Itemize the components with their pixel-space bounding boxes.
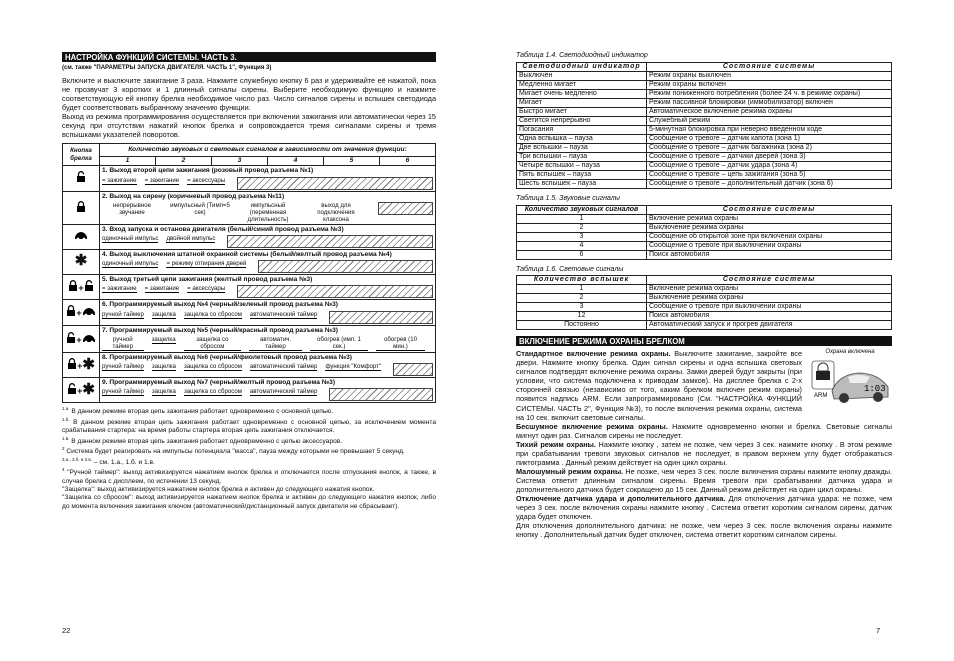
page-number-right: 7 — [876, 626, 881, 635]
function-option: обогрев (имп. 1 сек.) — [310, 336, 368, 351]
footnote: $^{3.а., 3.б. и 3.в.}$ – см. 1.а., 1.б. и 1.в. — [62, 456, 155, 466]
function-option: выход для подключения клаксона — [317, 201, 355, 223]
function-option: = аксессуары — [187, 285, 226, 293]
function-row — [63, 191, 436, 224]
function-option: импульсный (переменная длительность) — [247, 201, 289, 223]
table-cell: 1 — [517, 285, 647, 294]
function-option: = режиму отпирания дверей — [166, 260, 247, 268]
table-row — [517, 250, 892, 259]
table-cell: Сообщение о тревоге – цепь зажигания (зона 5) — [647, 170, 892, 179]
table-row — [517, 303, 892, 312]
function-option: = зажигание — [102, 176, 137, 184]
unused-hatch — [237, 285, 433, 298]
t14-head-state: Состояние системы — [647, 62, 892, 71]
function-table — [62, 143, 436, 404]
function-option: автоматический таймер — [249, 310, 318, 318]
unused-hatch — [378, 202, 433, 215]
table-cell: Мигает — [517, 98, 647, 107]
function-option: = зажигание — [144, 285, 180, 293]
function-title: 4. Выход выключения штатной охранной системы (белый/желтый провод разъема №4) — [102, 251, 392, 258]
table-cell: Выключение режима охраны — [647, 223, 892, 232]
function-option: автоматический таймер — [249, 388, 318, 396]
function-title: 9. Программируемый выход №7 (черный/желтый провод разъема №3) — [102, 379, 336, 387]
table-row — [517, 170, 892, 179]
t15-head-state: Состояние системы — [647, 205, 892, 214]
standard-arm-paragraph: Стандартное включение режима охраны. Выключите зажигание, закройте все двери. Нажмите кнопку брелка. Один сигнал сирены и одна вспышка световых сигналов подтвердят включение режима охраны. Замки дверей будут закрыты (при условии, что система подключена к приводам замков). На дисплее брелка с 2-х сторонней связью (независимо от того, каким брелком включен режим охраны) появится надпись ARM. Если запрограммировано (См. "НАСТРОЙКА ФУНКЦИЙ СИСТЕМЫ. ЧАСТЬ 2", Функция №3), то после включения режима охраны, система на 10 сек. включит световые сигналы. — [516, 349, 803, 422]
section-subheader: (см. также "ПАРАМЕТРЫ ЗАПУСКА ДВИГАТЕЛЯ. ЧАСТЬ 1", Функция 3) — [62, 65, 272, 71]
function-row — [63, 275, 436, 300]
table-cell: Две вспышки – пауза — [517, 143, 647, 152]
function-option: защелка — [151, 335, 176, 343]
table-1-6 — [516, 275, 892, 330]
function-option: = зажигание — [144, 176, 180, 184]
table-cell: Сообщение об открытой зоне при включении охраны — [647, 232, 892, 241]
quiet-mode-paragraph: Тихий режим охраны. Нажмите кнопку , затем не позже, чем через 3 сек. нажмите кнопку . В этом режиме при срабатывании тревоги звуковых сигналов не последует, в правом верхнем углу будет отображаться пиктограмма . Данный режим действует на один цикл охраны. — [516, 439, 892, 467]
t15-head-count: Количество звуковых сигналов — [517, 205, 647, 214]
table-cell: Служебный режим — [647, 116, 892, 125]
arm-text: ARM — [814, 392, 828, 399]
table-cell: Сообщение о тревоге при выключении охраны — [647, 241, 892, 250]
table-cell: 3 — [517, 232, 647, 241]
table-1-5 — [516, 205, 892, 260]
lock-icon — [63, 191, 100, 224]
column-numbers — [100, 157, 435, 165]
unused-hatch — [237, 177, 433, 190]
table-cell: 2 — [517, 223, 647, 232]
t16-head-count: Количество вспышек — [517, 276, 647, 285]
table-head-key: Кнопка брелка — [63, 143, 100, 165]
table-1-4 — [516, 62, 892, 189]
table-cell: Выключен — [517, 71, 647, 80]
function-row — [63, 224, 436, 249]
table-cell: Мигает очень медленно — [517, 89, 647, 98]
function-title: 5. Выход третьей цепи зажигания (желтый провод разъема №3) — [102, 276, 313, 284]
table-cell: Режим пониженного потребления (более 24 ч. в режиме охраны) — [647, 89, 892, 98]
function-row — [63, 378, 436, 403]
table-1-6-caption: Таблица 1.6. Световые сигналы — [516, 265, 624, 273]
function-title: 6. Программируемый выход №4 (черный/зеленый провод разъема №3) — [102, 301, 338, 309]
table-cell: Включение режима охраны — [647, 285, 892, 294]
table-row — [517, 107, 892, 116]
table-row — [517, 134, 892, 143]
left-page — [62, 52, 436, 511]
table-cell: 5-минутная блокировка при неверно введенном коде — [647, 125, 892, 134]
car-label: Охрана включена — [825, 349, 875, 356]
function-title: 8. Программируемый выход №6 (черный/фиолетовый провод разъема №3) — [102, 353, 352, 361]
function-title: 7. Программируемый выход №5 (черный/красный провод разъема №3) — [102, 326, 338, 334]
page-number-left: 22 — [62, 626, 71, 635]
table-row — [517, 312, 892, 321]
function-option: защелка со сбросом — [183, 363, 242, 371]
table-row — [517, 161, 892, 170]
car-illustration — [808, 349, 892, 405]
intro-paragraph-2: Выход из режима программирования осуществляется при включении зажигания или автоматически через 15 секунд при отсутствии нажатий кнопок брелка и сопровождается тремя сигналами сирены и тремя вспышками указателей поворотов. — [62, 111, 436, 139]
table-cell: 1 — [517, 214, 647, 223]
table-cell: Быстро мигает — [517, 107, 647, 116]
function-option: ручной таймер — [102, 363, 144, 371]
footnote: $^{1.б.}$ В данном режиме вторая цепь зажигания работает одновременно с основной цепью, за исключением момента срабатывания стартера: на время работы стартера вторая цепь зажигания отключается. — [62, 416, 436, 435]
footnote: "Защелка со сбросом": выход активизируется нажатием кнопок брелка и активен до следующего нажатия кнопок, либо до момента включения зажигания ключом (автоматический/дистанционный запуск двигателя не сбрасывает). — [62, 494, 436, 510]
table-cell: Пять вспышек – пауза — [517, 170, 647, 179]
footnotes — [62, 406, 436, 510]
function-option: обогрев (10 мин.) — [376, 336, 425, 351]
intro-paragraph: Включите и выключите зажигание 3 раза. Нажмите служебную кнопку 6 раз и удерживайте её нажатой, пока не прозвучат 3 коротких и 1 длинный сигналы сирены. Выберите необходимую функцию и нажмите соответствующую ей кнопку брелка необходимое число раз. Число сигналов сирены и вспышек светодиода будет соответствовать выбранному значению функции. — [62, 75, 436, 112]
function-row — [63, 166, 436, 191]
function-options — [100, 311, 435, 325]
unused-hatch — [329, 311, 433, 324]
table-row — [517, 98, 892, 107]
lock-plus-unlock-icon: + — [63, 275, 100, 300]
table-row — [517, 125, 892, 134]
table-cell: 4 — [517, 241, 647, 250]
table-row — [517, 80, 892, 89]
table-cell: 12 — [517, 312, 647, 321]
function-row — [63, 300, 436, 325]
table-row — [517, 321, 892, 330]
function-option: непрерывное звучание — [113, 201, 151, 216]
table-head-desc: Количество звуковых и световых сигналов в зависимости от значения функции: — [100, 143, 436, 156]
footnote: "Защелка": выход активизируется нажатием кнопок брелка и активен до следующего нажатия кнопок. — [62, 485, 375, 493]
column-number: 5 — [323, 157, 379, 165]
function-option: двойной импульс — [166, 235, 216, 242]
table-cell: Сообщение о тревоге – датчик капота (зона 1) — [647, 134, 892, 143]
table-cell: Сообщение о тревоге – датчик багажника (зона 2) — [647, 143, 892, 152]
silent-arm-paragraph: Бесшумное включение режима охраны. Нажмите одновременно кнопки и брелка. Световые сигналы мигнут один раз. Сигналов сирены не последует. — [516, 421, 892, 440]
function-option: автоматический таймер — [249, 363, 318, 371]
table-row — [517, 179, 892, 188]
function-option: ручной таймер — [102, 336, 144, 351]
table-row — [517, 223, 892, 232]
function-options — [100, 285, 435, 299]
table-row — [517, 71, 892, 80]
function-option: защелка — [151, 363, 176, 371]
table-row — [517, 241, 892, 250]
section-header-arm: ВКЛЮЧЕНИЕ РЕЖИМА ОХРАНЫ БРЕЛКОМ — [516, 336, 892, 346]
footnote: $^{1.в.}$ В данном режиме вторая цепь зажигания работает одновременно с цепью аксессуаров. — [62, 435, 343, 445]
table-cell: Автоматическое включение режима охраны — [647, 107, 892, 116]
table-cell: Постоянно — [517, 321, 647, 330]
table-cell: 3 — [517, 303, 647, 312]
function-option: защелка со сбросом — [183, 310, 242, 318]
table-cell: Сообщение о тревоге – датчик удара (зона 4) — [647, 161, 892, 170]
t14-head-indicator: Светодиодный индикатор — [517, 62, 647, 71]
t16-head-state: Состояние системы — [647, 276, 892, 285]
table-row — [517, 294, 892, 303]
table-cell: Режим пассивной блокировки (иммобилизатор) включен — [647, 98, 892, 107]
asterisk-icon: ✱ — [63, 250, 100, 275]
function-title: 3. Вход запуска и останова двигателя (белый/синий провод разъема №3) — [102, 225, 344, 233]
unlock-plus-asterisk-icon: +✱ — [63, 378, 100, 403]
table-cell: Режим охраны выключен — [647, 71, 892, 80]
low-noise-paragraph: Малошумный режим охраны. Не позже, чем через 3 сек. после включения охраны нажмите кнопку дважды. Система ответит длинным сигналом сирены. Время тревоги при срабатывании датчика удара и дополнительного датчика будет сокращено до 15 сек. Данный режим действует на один цикл охраны. — [516, 466, 892, 494]
column-number: 4 — [267, 157, 323, 165]
table-cell: Сообщение о тревоге – дополнительный датчик (зона 6) — [647, 179, 892, 188]
table-row — [517, 232, 892, 241]
function-option: защелка со сбросом — [183, 388, 242, 396]
table-cell: 6 — [517, 250, 647, 259]
function-title: 2. Выход на сирену (коричневый провод разъема №11) — [102, 192, 285, 200]
table-cell: Выключение режима охраны — [647, 294, 892, 303]
function-row — [63, 325, 436, 352]
unlock-plus-car-icon: + — [63, 325, 100, 352]
table-cell: Автоматический запуск и прогрев двигателя — [647, 321, 892, 330]
function-option: = зажигание — [102, 285, 137, 293]
table-cell: Сообщение о тревоге – датчики дверей (зона 3) — [647, 152, 892, 161]
function-option: ручной таймер — [102, 310, 144, 318]
function-options — [100, 235, 435, 249]
extra-sensor-paragraph: Для отключения дополнительного датчика: не позже, чем через 3 сек. после включения охраны нажмите кнопку . Дополнительный датчик будет отключен, система ответит коротким сигналом сирены. — [516, 521, 892, 540]
unlock-icon — [63, 166, 100, 191]
footnote: $^{1.а.}$ В данном режиме вторая цепь зажигания работает одновременно с основной цепью. — [62, 406, 334, 416]
table-cell: Поиск автомобиля — [647, 312, 892, 321]
table-row — [517, 285, 892, 294]
table-cell: Четыре вспышки – пауза — [517, 161, 647, 170]
time-text: 1:03 — [864, 383, 886, 394]
table-cell: Режим охраны включен — [647, 80, 892, 89]
footnote: $^2$ Система будет реагировать на импульсы потенциала "масса", пауза между которыми не превышает 5 секунд. — [62, 446, 405, 456]
function-options — [100, 260, 435, 274]
column-number: 2 — [155, 157, 211, 165]
unused-hatch — [393, 363, 433, 376]
function-option: одиночный импульс — [102, 235, 159, 242]
function-option: одиночный импульс — [102, 260, 159, 268]
table-row — [517, 116, 892, 125]
function-options — [100, 363, 435, 377]
right-page — [516, 52, 892, 539]
table-cell: Включение режима охраны — [647, 214, 892, 223]
lock-plus-asterisk-icon: +✱ — [63, 352, 100, 377]
car-key-icon — [63, 224, 100, 249]
function-options — [100, 177, 435, 191]
function-option: защелка со сбросом — [184, 336, 242, 351]
table-cell: 2 — [517, 294, 647, 303]
table-1-5-caption: Таблица 1.5. Звуковые сигналы — [516, 194, 620, 202]
table-cell: Погасания — [517, 125, 647, 134]
unused-hatch — [227, 235, 433, 248]
unused-hatch — [258, 260, 433, 273]
sensor-disable-paragraph: Отключение датчика удара и дополнительного датчика. Для отключения датчика удара: не позже, чем через 3 сек. после включения охраны нажмите кнопку . Система ответит коротким сигналом сирены, датчик удара будет отключен. — [516, 494, 892, 522]
footnote: $^4$ "Ручной таймер": выход активизируется нажатием кнопок брелка и отключается после отпускания кнопок, а также, в случае брелка с дисплеем, по истечении 13 секунд. — [62, 467, 436, 485]
table-cell: Три вспышки – пауза — [517, 152, 647, 161]
column-number: 1 — [125, 157, 130, 165]
table-row — [517, 143, 892, 152]
unused-hatch — [329, 388, 433, 401]
function-option: защелка — [151, 388, 176, 396]
function-row — [63, 352, 436, 377]
table-cell: Одна вспышка – пауза — [517, 134, 647, 143]
table-1-4-caption: Таблица 1.4. Светодиодный индикатор — [516, 52, 648, 59]
table-cell: Светится непрерывно — [517, 116, 647, 125]
function-row — [63, 250, 436, 275]
table-cell: Сообщение о тревоге при выключении охраны — [647, 303, 892, 312]
column-number: 3 — [211, 157, 267, 165]
function-options — [100, 202, 435, 224]
table-cell: Шесть вспышек – пауза — [517, 179, 647, 188]
table-row — [517, 89, 892, 98]
function-option: функция "Комфорт" — [325, 363, 382, 371]
car-icon — [808, 357, 892, 405]
column-number: 6 — [379, 157, 435, 165]
function-options — [100, 388, 435, 402]
function-title: 1. Выход второй цепи зажигания (розовый провод разъема №1) — [102, 167, 314, 175]
function-option: защелка — [151, 310, 176, 318]
lock-plus-car-icon: + — [63, 300, 100, 325]
table-cell: Медленно мигает — [517, 80, 647, 89]
section-header: НАСТРОЙКА ФУНКЦИЙ СИСТЕМЫ. ЧАСТЬ 3. — [62, 52, 436, 62]
function-option: автоматич. таймер — [249, 336, 302, 351]
function-option: импульсный (Тимп=5 сек) — [170, 201, 230, 216]
table-cell: Поиск автомобиля — [647, 250, 892, 259]
table-row — [517, 214, 892, 223]
function-options — [100, 336, 435, 352]
table-row — [517, 152, 892, 161]
function-option: = аксессуары — [187, 176, 226, 184]
function-option: ручной таймер — [102, 388, 144, 396]
